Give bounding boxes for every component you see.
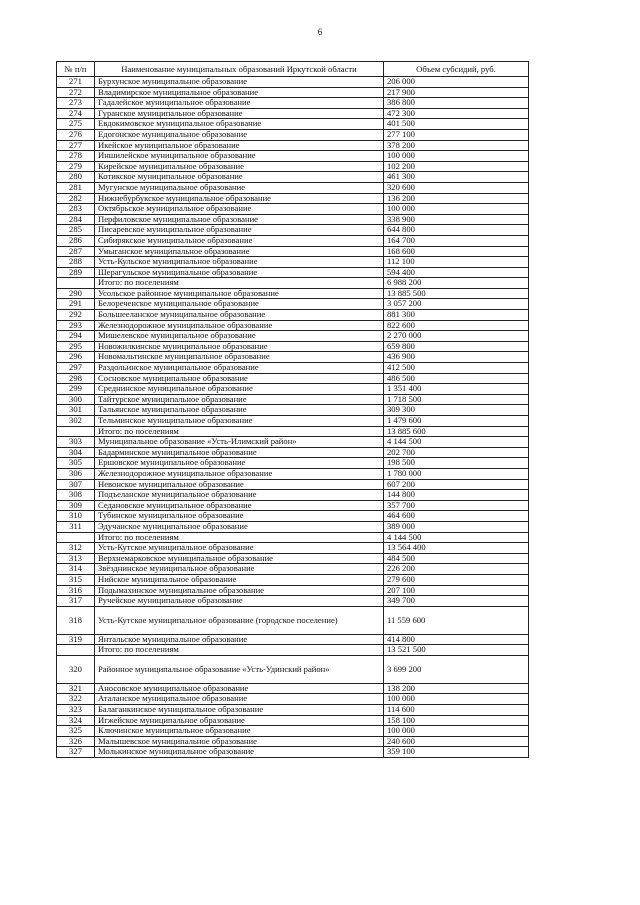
row-amount: 594 400 <box>384 267 529 278</box>
row-number: 294 <box>57 331 95 342</box>
row-amount: 4 144 500 <box>384 437 529 448</box>
row-name: Невонское муниципальное образование <box>95 479 384 490</box>
row-amount: 100 000 <box>384 151 529 162</box>
row-amount: 198 500 <box>384 458 529 469</box>
table-row <box>57 585 529 596</box>
table-row <box>57 683 529 694</box>
row-name: Усть-Кутское муниципальное образование (городское поселение) <box>95 606 384 634</box>
table-row <box>57 373 529 384</box>
row-name: Итого: по поселениям <box>95 645 384 656</box>
row-number: 307 <box>57 479 95 490</box>
table-row <box>57 405 529 416</box>
row-name: Аталанское муниципальное образование <box>95 694 384 705</box>
row-amount: 206 000 <box>384 77 529 88</box>
row-name: Эдучанское муниципальное образование <box>95 521 384 532</box>
row-name: Евдокимовское муниципальное образование <box>95 119 384 130</box>
table-row <box>57 532 529 543</box>
row-number: 284 <box>57 214 95 225</box>
row-name: Среднинское муниципальное образование <box>95 384 384 395</box>
table-row <box>57 606 529 634</box>
table-row <box>57 363 529 374</box>
row-name: Ершовское муниципальное образование <box>95 458 384 469</box>
row-amount: 1 479 600 <box>384 416 529 427</box>
table-row <box>57 352 529 363</box>
row-name: Иншилейское муниципальное образование <box>95 151 384 162</box>
row-number: 327 <box>57 747 95 758</box>
row-number: 300 <box>57 394 95 405</box>
row-amount: 4 144 500 <box>384 532 529 543</box>
row-number: 272 <box>57 87 95 98</box>
table-row <box>57 705 529 716</box>
row-number: 318 <box>57 606 95 634</box>
row-number: 315 <box>57 574 95 585</box>
row-amount: 240 600 <box>384 736 529 747</box>
row-amount: 464 600 <box>384 511 529 522</box>
row-amount: 349 700 <box>384 596 529 607</box>
header-name: Наименование муниципальных образований Иркутской области <box>95 62 384 77</box>
table-row <box>57 384 529 395</box>
row-name: Тубинское муниципальное образование <box>95 511 384 522</box>
row-name: Сосновское муниципальное образование <box>95 373 384 384</box>
row-number: 293 <box>57 320 95 331</box>
table-row <box>57 490 529 501</box>
row-name: Усть-Кутское муниципальное образование <box>95 543 384 554</box>
row-name: Итого: по поселениям <box>95 532 384 543</box>
table-row <box>57 310 529 321</box>
row-number: 271 <box>57 77 95 88</box>
row-name: Звёзднинское муниципальное образование <box>95 564 384 575</box>
row-name: Итого: по поселениям <box>95 426 384 437</box>
table-row <box>57 596 529 607</box>
row-amount: 359 100 <box>384 747 529 758</box>
row-number: 314 <box>57 564 95 575</box>
row-name: Усть-Кульское муниципальное образование <box>95 257 384 268</box>
table-row <box>57 747 529 758</box>
row-amount: 1 780 000 <box>384 468 529 479</box>
row-name: Молькинское муниципальное образование <box>95 747 384 758</box>
row-number: 299 <box>57 384 95 395</box>
row-amount: 881 300 <box>384 310 529 321</box>
table-row <box>57 574 529 585</box>
row-name: Подымахинское муниципальное образование <box>95 585 384 596</box>
row-name: Янтальское муниципальное образование <box>95 634 384 645</box>
table-row <box>57 119 529 130</box>
row-name: Мугунское муниципальное образование <box>95 182 384 193</box>
row-name: Едогонское муниципальное образование <box>95 129 384 140</box>
row-name: Гадалейское муниципальное образование <box>95 98 384 109</box>
row-amount: 472 300 <box>384 108 529 119</box>
row-amount: 644 800 <box>384 225 529 236</box>
table-row <box>57 736 529 747</box>
row-amount: 100 000 <box>384 694 529 705</box>
row-number: 304 <box>57 447 95 458</box>
row-number: 287 <box>57 246 95 257</box>
row-number: 301 <box>57 405 95 416</box>
row-name: Котикское муниципальное образование <box>95 172 384 183</box>
row-amount: 436 900 <box>384 352 529 363</box>
row-amount: 389 000 <box>384 521 529 532</box>
row-name: Аносовское муниципальное образование <box>95 683 384 694</box>
row-amount: 136 200 <box>384 193 529 204</box>
row-name: Перфиловское муниципальное образование <box>95 214 384 225</box>
row-amount: 461 300 <box>384 172 529 183</box>
row-name: Подъеланское муниципальное образование <box>95 490 384 501</box>
row-number: 288 <box>57 257 95 268</box>
row-number: 276 <box>57 129 95 140</box>
row-name: Балаганкинское муниципальное образование <box>95 705 384 716</box>
row-name: Гуранское муниципальное образование <box>95 108 384 119</box>
table-row <box>57 204 529 215</box>
row-amount: 1 718 500 <box>384 394 529 405</box>
row-name: Нийское муниципальное образование <box>95 574 384 585</box>
header-amount: Объем субсидий, руб. <box>384 62 529 77</box>
row-amount: 414 800 <box>384 634 529 645</box>
row-amount: 412 500 <box>384 363 529 374</box>
row-number: 295 <box>57 341 95 352</box>
row-name: Ручейское муниципальное образование <box>95 596 384 607</box>
row-name: Железнодорожное муниципальное образование <box>95 468 384 479</box>
row-amount: 486 500 <box>384 373 529 384</box>
row-number: 275 <box>57 119 95 130</box>
row-number: 320 <box>57 655 95 683</box>
row-number: 281 <box>57 182 95 193</box>
row-amount: 100 000 <box>384 204 529 215</box>
table-row <box>57 172 529 183</box>
table-row <box>57 694 529 705</box>
table-row <box>57 500 529 511</box>
table-row <box>57 288 529 299</box>
row-name: Малышевское муниципальное образование <box>95 736 384 747</box>
table-row <box>57 320 529 331</box>
table-row <box>57 235 529 246</box>
row-amount: 2 270 000 <box>384 331 529 342</box>
row-name: Игжейское муниципальное образование <box>95 715 384 726</box>
row-name: Железнодорожное муниципальное образование <box>95 320 384 331</box>
row-amount: 338 900 <box>384 214 529 225</box>
row-amount: 659 800 <box>384 341 529 352</box>
row-name: Седановское муниципальное образование <box>95 500 384 511</box>
row-number: 302 <box>57 416 95 427</box>
row-amount: 401 500 <box>384 119 529 130</box>
row-number: 283 <box>57 204 95 215</box>
row-number: 282 <box>57 193 95 204</box>
row-number: 309 <box>57 500 95 511</box>
row-amount: 13 885 600 <box>384 426 529 437</box>
row-number: 321 <box>57 683 95 694</box>
row-name: Бадарминское муниципальное образование <box>95 447 384 458</box>
row-name: Тальянское муниципальное образование <box>95 405 384 416</box>
row-number <box>57 278 95 289</box>
row-number: 325 <box>57 726 95 737</box>
table-row <box>57 108 529 119</box>
row-amount: 1 351 400 <box>384 384 529 395</box>
table-row <box>57 634 529 645</box>
row-name: Новожилкинское муниципальное образование <box>95 341 384 352</box>
row-number: 311 <box>57 521 95 532</box>
table-row <box>57 193 529 204</box>
row-name: Тайтурское муниципальное образование <box>95 394 384 405</box>
row-number: 289 <box>57 267 95 278</box>
row-number: 303 <box>57 437 95 448</box>
subsidy-table <box>56 61 529 758</box>
row-name: Тельминское муниципальное образование <box>95 416 384 427</box>
row-amount: 6 988 200 <box>384 278 529 289</box>
row-number: 286 <box>57 235 95 246</box>
page-number: 6 <box>317 27 323 37</box>
row-name: Октябрьское муниципальное образование <box>95 204 384 215</box>
table-row <box>57 437 529 448</box>
row-number: 322 <box>57 694 95 705</box>
table-header-row <box>57 62 529 77</box>
row-name: Икейское муниципальное образование <box>95 140 384 151</box>
row-number: 298 <box>57 373 95 384</box>
row-amount: 607 200 <box>384 479 529 490</box>
table-row <box>57 214 529 225</box>
row-name: Белореченское муниципальное образование <box>95 299 384 310</box>
table-row <box>57 299 529 310</box>
table-row <box>57 151 529 162</box>
table-row <box>57 726 529 737</box>
row-amount: 13 521 500 <box>384 645 529 656</box>
table-row <box>57 543 529 554</box>
table-row <box>57 98 529 109</box>
table-row <box>57 341 529 352</box>
row-name: Кирейское муниципальное образование <box>95 161 384 172</box>
table-row <box>57 394 529 405</box>
header-number: № п/п <box>57 62 95 77</box>
row-amount: 13 885 500 <box>384 288 529 299</box>
row-number: 306 <box>57 468 95 479</box>
row-amount: 277 100 <box>384 129 529 140</box>
table-row <box>57 246 529 257</box>
row-amount: 11 559 600 <box>384 606 529 634</box>
row-amount: 202 700 <box>384 447 529 458</box>
row-number: 317 <box>57 596 95 607</box>
row-name: Ключинское муниципальное образование <box>95 726 384 737</box>
row-name: Бурхунское муниципальное образование <box>95 77 384 88</box>
row-number: 273 <box>57 98 95 109</box>
table-row <box>57 77 529 88</box>
row-number <box>57 426 95 437</box>
table-row <box>57 511 529 522</box>
row-number: 316 <box>57 585 95 596</box>
row-name: Новомальтинское муниципальное образование <box>95 352 384 363</box>
row-number: 279 <box>57 161 95 172</box>
row-amount: 164 700 <box>384 235 529 246</box>
row-number: 326 <box>57 736 95 747</box>
table-row <box>57 140 529 151</box>
row-number <box>57 532 95 543</box>
table-row <box>57 267 529 278</box>
row-amount: 279 600 <box>384 574 529 585</box>
row-name: Муниципальное образование «Усть-Илимский район» <box>95 437 384 448</box>
table-row <box>57 182 529 193</box>
table-row <box>57 278 529 289</box>
row-name: Усольское районное муниципальное образование <box>95 288 384 299</box>
row-amount: 484 500 <box>384 553 529 564</box>
row-amount: 217 900 <box>384 87 529 98</box>
table-row <box>57 645 529 656</box>
row-amount: 822 600 <box>384 320 529 331</box>
table-row <box>57 426 529 437</box>
row-amount: 386 800 <box>384 98 529 109</box>
table-row <box>57 655 529 683</box>
row-name: Районное муниципальное образование «Усть-Удинский район» <box>95 655 384 683</box>
table-row <box>57 447 529 458</box>
row-number: 319 <box>57 634 95 645</box>
row-number: 323 <box>57 705 95 716</box>
row-number: 291 <box>57 299 95 310</box>
row-number: 308 <box>57 490 95 501</box>
row-amount: 144 800 <box>384 490 529 501</box>
row-name: Писаревское муниципальное образование <box>95 225 384 236</box>
row-number: 277 <box>57 140 95 151</box>
row-number: 312 <box>57 543 95 554</box>
table-row <box>57 225 529 236</box>
row-amount: 168 600 <box>384 246 529 257</box>
row-amount: 13 564 400 <box>384 543 529 554</box>
row-amount: 3 699 200 <box>384 655 529 683</box>
row-name: Умыганское муниципальное образование <box>95 246 384 257</box>
row-amount: 158 100 <box>384 715 529 726</box>
row-amount: 320 600 <box>384 182 529 193</box>
row-number: 310 <box>57 511 95 522</box>
row-name: Мишелевское муниципальное образование <box>95 331 384 342</box>
row-amount: 100 000 <box>384 726 529 737</box>
row-name: Итого: по поселениям <box>95 278 384 289</box>
row-name: Нижнебурбукское муниципальное образование <box>95 193 384 204</box>
row-name: Владимирское муниципальное образование <box>95 87 384 98</box>
table-row <box>57 479 529 490</box>
row-number: 285 <box>57 225 95 236</box>
row-name: Большееланское муниципальное образование <box>95 310 384 321</box>
row-name: Раздольинское муниципальное образование <box>95 363 384 374</box>
table-row <box>57 87 529 98</box>
row-amount: 226 200 <box>384 564 529 575</box>
table-row <box>57 331 529 342</box>
row-amount: 138 200 <box>384 683 529 694</box>
row-amount: 102 200 <box>384 161 529 172</box>
row-number <box>57 645 95 656</box>
table-row <box>57 715 529 726</box>
table-row <box>57 257 529 268</box>
table-row <box>57 416 529 427</box>
row-name: Сибирякское муниципальное образование <box>95 235 384 246</box>
row-number: 292 <box>57 310 95 321</box>
row-name: Шерагульское муниципальное образование <box>95 267 384 278</box>
table-row <box>57 564 529 575</box>
row-amount: 207 100 <box>384 585 529 596</box>
row-number: 297 <box>57 363 95 374</box>
row-number: 278 <box>57 151 95 162</box>
table-row <box>57 521 529 532</box>
row-number: 324 <box>57 715 95 726</box>
row-number: 274 <box>57 108 95 119</box>
row-amount: 357 700 <box>384 500 529 511</box>
row-number: 296 <box>57 352 95 363</box>
row-amount: 378 200 <box>384 140 529 151</box>
table-row <box>57 458 529 469</box>
table-row <box>57 468 529 479</box>
row-number: 280 <box>57 172 95 183</box>
row-amount: 3 057 200 <box>384 299 529 310</box>
row-number: 313 <box>57 553 95 564</box>
row-number: 290 <box>57 288 95 299</box>
row-name: Верхнемарковское муниципальное образование <box>95 553 384 564</box>
table-row <box>57 129 529 140</box>
row-number: 305 <box>57 458 95 469</box>
table-row <box>57 553 529 564</box>
row-amount: 112 100 <box>384 257 529 268</box>
table-row <box>57 161 529 172</box>
row-amount: 309 300 <box>384 405 529 416</box>
row-amount: 114 600 <box>384 705 529 716</box>
